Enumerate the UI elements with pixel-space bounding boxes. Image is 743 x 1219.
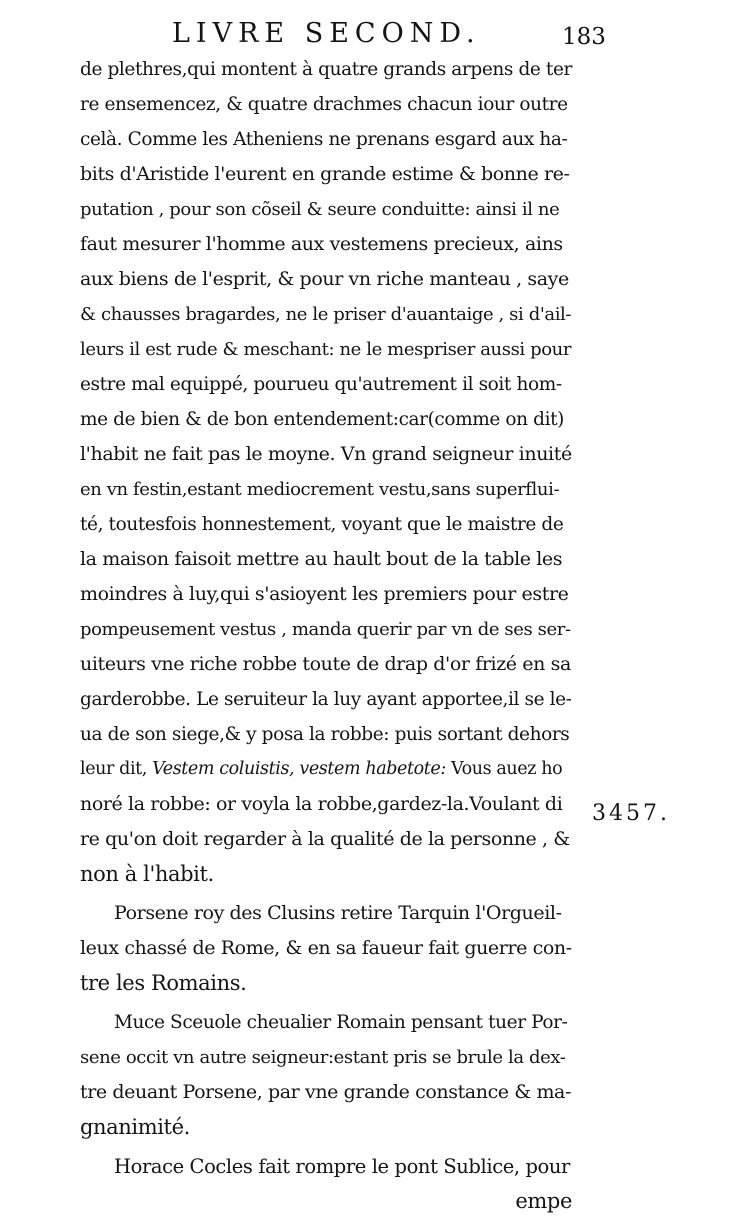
catchword: empe (515, 1189, 572, 1213)
text-line: en vn festin,estant mediocrement vestu,sans superflui- (80, 479, 560, 500)
text-line: leurs il est rude & meschant: ne le mespriser aussi pour (80, 339, 572, 360)
text-line: re ensemencez, & quatre drachmes chacun iour outre (80, 94, 568, 115)
paragraph-horace-line: Horace Cocles fait rompre le pont Sublice, pour (114, 1155, 570, 1178)
paragraph-muce-line: Muce Sceuole cheualier Romain pensant tuer Por- (114, 1012, 568, 1033)
text-line: estre mal equippé, pourueu qu'autrement il soit hom- (80, 374, 562, 395)
paragraph-muce-line: tre deuant Porsene, par vne grande constance & ma- (80, 1081, 572, 1103)
text-line: celà. Comme les Atheniens ne prenans esgard aux ha- (80, 129, 568, 150)
paragraph-porsene-line: tre les Romains. (80, 971, 247, 995)
text-line: me de bien & de bon entendement:car(comme on dit) (80, 409, 564, 430)
text-line: noré la robbe: or voyla la robbe,gardez-la.Voulant di (80, 793, 563, 815)
text-line: pompeusement vestus , manda querir par vn de ses ser- (80, 619, 571, 640)
text-line: moindres à luy,qui s'asioyent les premiers pour estre (80, 583, 569, 605)
paragraph-porsene-line: Porsene roy des Clusins retire Tarquin l'Orgueil- (114, 902, 562, 924)
text-line: non à l'habit. (80, 862, 214, 886)
paragraph-muce-line: gnanimité. (80, 1115, 190, 1139)
text-line: bits d'Aristide l'eurent en grande estime & bonne re- (80, 163, 570, 185)
latin-prefix: leur dit, (80, 759, 147, 779)
text-line: re qu'on doit regarder à la qualité de la personne , & (80, 828, 570, 850)
text-line: ua de son siege,& y posa la robbe: puis sortant dehors (80, 724, 570, 745)
latin-suffix: Vous auez ho (451, 759, 563, 779)
paragraph-muce-line: sene occit vn autre seigneur:estant pris se brule la dex- (80, 1047, 566, 1068)
page-number: 183 (562, 24, 606, 50)
margin-year-note: 3457. (592, 801, 670, 826)
running-title: LIVRE SECOND. (172, 18, 481, 49)
latin-quote-line (80, 752, 572, 787)
body-text (80, 52, 572, 1219)
text-line: putation , pour son cõseil & seure conduitte: ainsi il ne (80, 199, 560, 220)
text-line: faut mesurer l'homme aux vestemens precieux, ains (80, 233, 563, 255)
text-line: uiteurs vne riche robbe toute de drap d'or frizé en sa (80, 653, 571, 675)
paragraph-porsene-line: leux chassé de Rome, & en sa faueur fait guerre con- (80, 937, 572, 959)
text-line: l'habit ne fait pas le moyne. Vn grand seigneur inuité (80, 443, 572, 465)
text-line: & chausses bragardes, ne le priser d'auantaige , si d'ail- (80, 304, 572, 325)
text-line: garderobbe. Le seruiteur la luy ayant apportee,il se le- (80, 689, 572, 710)
text-line: té, toutesfois honnestement, voyant que le maistre de (80, 514, 564, 535)
text-line: la maison faisoit mettre au hault bout de la table les (80, 548, 563, 570)
text-line: de plethres,qui montent à quatre grands arpens de ter (80, 59, 572, 80)
text-line: aux biens de l'esprit, & pour vn riche manteau , saye (80, 268, 569, 290)
latin-quote: Vestem coluistis, vestem habetote: (152, 759, 446, 779)
